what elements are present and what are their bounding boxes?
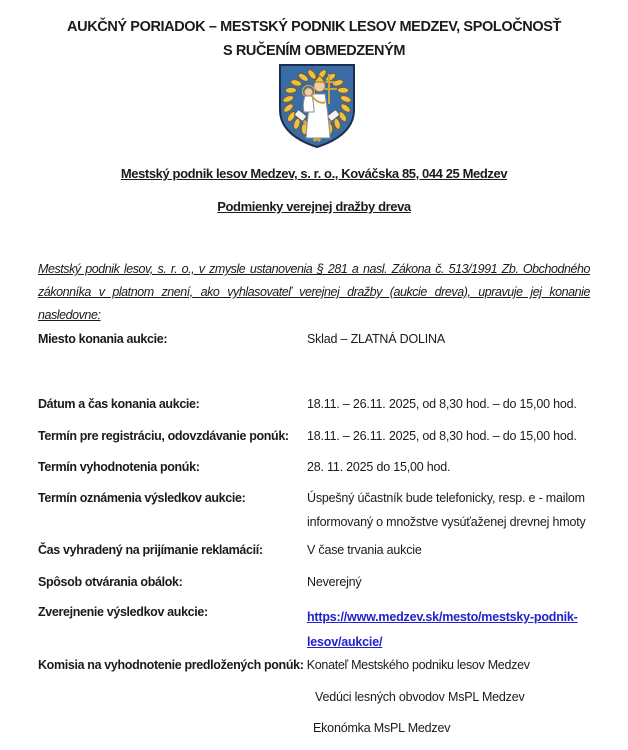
- page-title-line1: AUKČNÝ PORIADOK – MESTSKÝ PODNIK LESOV MEDZEV, SPOLOČNOSŤ: [67, 19, 561, 35]
- page-title-line2: S RUČENÍM OBMEDZENÝM: [222, 43, 406, 59]
- auction-results-link[interactable]: [307, 605, 578, 655]
- label-termin-registracia-ponuk: Termín pre registráciu, odovzdávanie ponúk:: [38, 429, 289, 443]
- commission-member-1: Konateľ Mestského podniku lesov Medzev: [306, 658, 530, 672]
- auction-results-hyperlink[interactable]: [307, 610, 578, 649]
- intro-line1: Mestský podnik lesov, s. r. o., v zmysle ustanovenia § 281 a nasl. Zákona č. 513/1991 Zb. Obchodného: [38, 262, 590, 276]
- value-sposob-otvarania-obalok: Neverejný: [307, 575, 362, 589]
- company-address-heading: [0, 166, 628, 181]
- value-cas-na-reklamacie: V čase trvania aukcie: [307, 543, 422, 557]
- value-termin-vyhodnotenia-ponuk: 28. 11. 2025 do 15,00 hod.: [307, 460, 451, 474]
- intro-line2: zákonníka v platnom znení, ako vyhlasovateľ verejnej dražby (aukcie dreva), upravuje jej konanie: [38, 285, 590, 299]
- label-termin-vyhodnotenia-ponuk: Termín vyhodnotenia ponúk:: [38, 460, 200, 474]
- label-miesto-konania-aukcie: Miesto konania aukcie:: [38, 332, 168, 346]
- label-datum-a-cas-konania: Dátum a čas konania aukcie:: [38, 397, 200, 411]
- medzev-coat-of-arms-image: [276, 62, 358, 150]
- company-address-text: Mestský podnik lesov Medzev, s. r. o., Kováčska 85, 044 25 Medzev: [120, 166, 508, 181]
- intro-line3: nasledovne:: [38, 308, 101, 322]
- value-miesto-konania-aukcie: Sklad – ZLATNÁ DOLINA: [307, 332, 445, 346]
- link-text-line2[interactable]: lesov/aukcie/: [307, 635, 383, 649]
- label-zverejnenie-vysledkov: Zverejnenie výsledkov aukcie:: [38, 605, 208, 619]
- value-termin-oznamenia-line1: Úspešný účastník bude telefonicky, resp. e - mailom: [307, 491, 585, 505]
- commission-row: [38, 658, 613, 672]
- label-sposob-otvarania-obalok: Spôsob otvárania obálok:: [38, 575, 183, 589]
- value-termin-oznamenia-line2: informovaný o množstve vysúťaženej drevnej hmoty: [307, 515, 586, 529]
- page-title: [0, 15, 628, 63]
- document-subject-heading: [0, 199, 628, 214]
- value-termin-registracia-ponuk: 18.11. – 26.11. 2025, od 8,30 hod. – do 15,00 hod.: [307, 429, 577, 443]
- commission-member-3: Ekonómka MsPL Medzev: [313, 721, 451, 735]
- label-komisia: Komisia na vyhodnotenie predložených ponúk:: [38, 658, 304, 672]
- document-subject-text: Podmienky verejnej dražby dreva: [217, 199, 411, 214]
- label-termin-oznamenia-vysledkov: Termín oznámenia výsledkov aukcie:: [38, 491, 246, 505]
- commission-member-2: Vedúci lesných obvodov MsPL Medzev: [315, 690, 525, 704]
- label-cas-na-reklamacie: Čas vyhradený na prijímanie reklamácií:: [38, 543, 263, 557]
- value-datum-a-cas-konania: 18.11. – 26.11. 2025, od 8,30 hod. – do 15,00 hod.: [307, 397, 577, 411]
- intro-paragraph: [38, 258, 590, 327]
- link-text-line1[interactable]: https://www.medzev.sk/mesto/mestsky-podnik-: [307, 610, 578, 624]
